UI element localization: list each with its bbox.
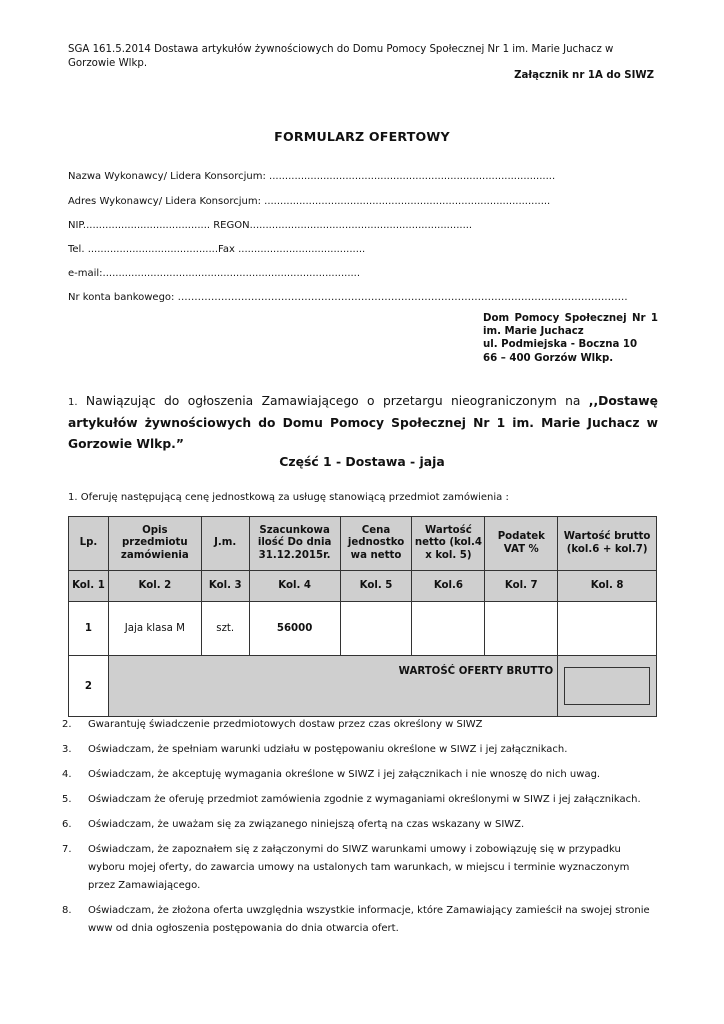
row-quantity: 56000 [249, 602, 340, 656]
item-number: 6. [62, 819, 72, 830]
offer-paragraph [68, 391, 658, 455]
order-subject: ,,Dostawę artykułów żywnościowych do Domu Pomocy Społecznej Nr 1 im. Marie Juchacz w Gorzowie Wlkp.” [68, 394, 658, 451]
price-intro: 1. Oferuję następującą cenę jednostkową za usługę stanowiącą przedmiot zamówienia : [68, 492, 509, 503]
item-text: Oświadczam że oferuję przedmiot zamówienia zgodnie z wymaganiami określonymi w SIWZ i jej załącznikach. [88, 794, 641, 805]
header-unit-price: Cena jednostko wa netto [340, 517, 412, 571]
item-text: Oświadczam, że uważam się za związanego niniejszą ofertą na czas wskazany w SIWZ. [88, 819, 525, 830]
list-item [62, 716, 658, 734]
header-gross-value: Wartość brutto (kol.6 + kol.7) [558, 517, 657, 571]
column-number: Kol. 2 [108, 571, 201, 602]
table-header-row [69, 517, 657, 571]
list-item [62, 791, 658, 809]
row-lp: 1 [69, 602, 109, 656]
item-text: Oświadczam, że zapoznałem się z załączonymi do SIWZ warunkami umowy i zobowiązuję się w przypadku wyboru mojej oferty, do zawarcia umowy na ustalonych tam warunkach, w miejscu i terminie wyznaczonym przez Zamawiającego. [88, 844, 630, 891]
item-text: Gwarantuję świadczenie przedmiotowych dostaw przez czas określony w SIWZ [88, 719, 483, 730]
item-number: 5. [62, 794, 72, 805]
list-item [62, 816, 658, 834]
annex-label: Załącznik nr 1A do SIWZ [514, 70, 654, 81]
header-vat: Podatek VAT % [485, 517, 558, 571]
column-number: Kol. 8 [558, 571, 657, 602]
header-subject: Opis przedmiotu zamówienia [108, 517, 201, 571]
recipient-address [483, 312, 658, 365]
header-net-value: Wartość netto (kol.4 x kol. 5) [412, 517, 485, 571]
gross-value-cell[interactable] [558, 602, 657, 656]
total-label: WARTOŚĆ OFERTY BRUTTO [108, 656, 557, 717]
statements-list [62, 716, 658, 945]
email-field[interactable]: e-mail:................................................................................. [68, 268, 361, 279]
item-number: 3. [62, 744, 72, 755]
total-gross-box[interactable] [564, 667, 650, 705]
column-number: Kol. 4 [249, 571, 340, 602]
contractor-address-field[interactable]: Adres Wykonawcy/ Lidera Konsorcjum: .......................................................................................... [68, 196, 551, 207]
part-title: Część 1 - Dostawa - jaja [279, 454, 445, 469]
offer-table [68, 516, 657, 717]
document-reference: SGA 161.5.2014 Dostawa artykułów żywnościowych do Domu Pomocy Społecznej Nr 1 im. Marie Juchacz w Gorzowie Wlkp. [68, 44, 614, 69]
item-text: Oświadczam, że złożona oferta uwzględnia wszystkie informacje, które Zamawiający zamieścił na swojej stronie www od dnia ogłoszenia postępowania do dnia otwarcia ofert. [88, 905, 650, 934]
form-title: FORMULARZ OFERTOWY [274, 129, 450, 144]
contractor-name-field[interactable]: Nazwa Wykonawcy/ Lidera Konsorcjum: .......................................................................................... [68, 171, 556, 182]
column-number: Kol. 3 [201, 571, 249, 602]
table-column-numbers-row [69, 571, 657, 602]
header-lp: Lp. [69, 517, 109, 571]
table-row [69, 602, 657, 656]
row-unit: szt. [201, 602, 249, 656]
list-item [62, 741, 658, 759]
item-number: 7. [62, 844, 72, 855]
recipient-line-1: Dom Pomocy Społecznej Nr 1 [483, 313, 658, 324]
header-unit: J.m. [201, 517, 249, 571]
paragraph-number: 1. [68, 397, 78, 408]
tel-fax-field[interactable]: Tel. .........................................Fax ........................................ [68, 244, 366, 255]
nip-regon-field[interactable]: NIP........................................ REGON...................................................................... [68, 220, 473, 231]
item-number: 2. [62, 719, 72, 730]
item-number: 8. [62, 905, 72, 916]
paragraph-text: Nawiązując do ogłoszenia Zamawiającego o przetargu nieograniczonym na [85, 394, 581, 408]
net-value-cell[interactable] [412, 602, 485, 656]
list-item [62, 766, 658, 784]
total-gross-cell[interactable] [558, 656, 657, 717]
unit-price-cell[interactable] [340, 602, 412, 656]
column-number: Kol.6 [412, 571, 485, 602]
item-text: Oświadczam, że spełniam warunki udziału w postępowaniu określone w SIWZ i jej załącznikach. [88, 744, 568, 755]
list-item [62, 841, 658, 895]
item-text: Oświadczam, że akceptuję wymagania określone w SIWZ i jej załącznikach i nie wnoszę do nich uwag. [88, 769, 601, 780]
recipient-line-4: 66 – 400 Gorzów Wlkp. [483, 352, 614, 364]
column-number: Kol. 5 [340, 571, 412, 602]
row-subject: Jaja klasa M [108, 602, 201, 656]
recipient-line-2: im. Marie Juchacz [483, 326, 584, 338]
header-quantity: Szacunkowa ilość Do dnia 31.12.2015r. [249, 517, 340, 571]
item-number: 4. [62, 769, 72, 780]
column-number: Kol. 1 [69, 571, 109, 602]
table-total-row [69, 656, 657, 717]
list-item [62, 902, 658, 938]
column-number: Kol. 7 [485, 571, 558, 602]
vat-cell[interactable] [485, 602, 558, 656]
recipient-line-3: ul. Podmiejska - Boczna 10 [483, 339, 638, 351]
bank-account-field[interactable]: Nr konta bankowego: ……………………………………………………………………………………………………………………… [68, 292, 628, 303]
total-row-lp: 2 [69, 656, 109, 717]
